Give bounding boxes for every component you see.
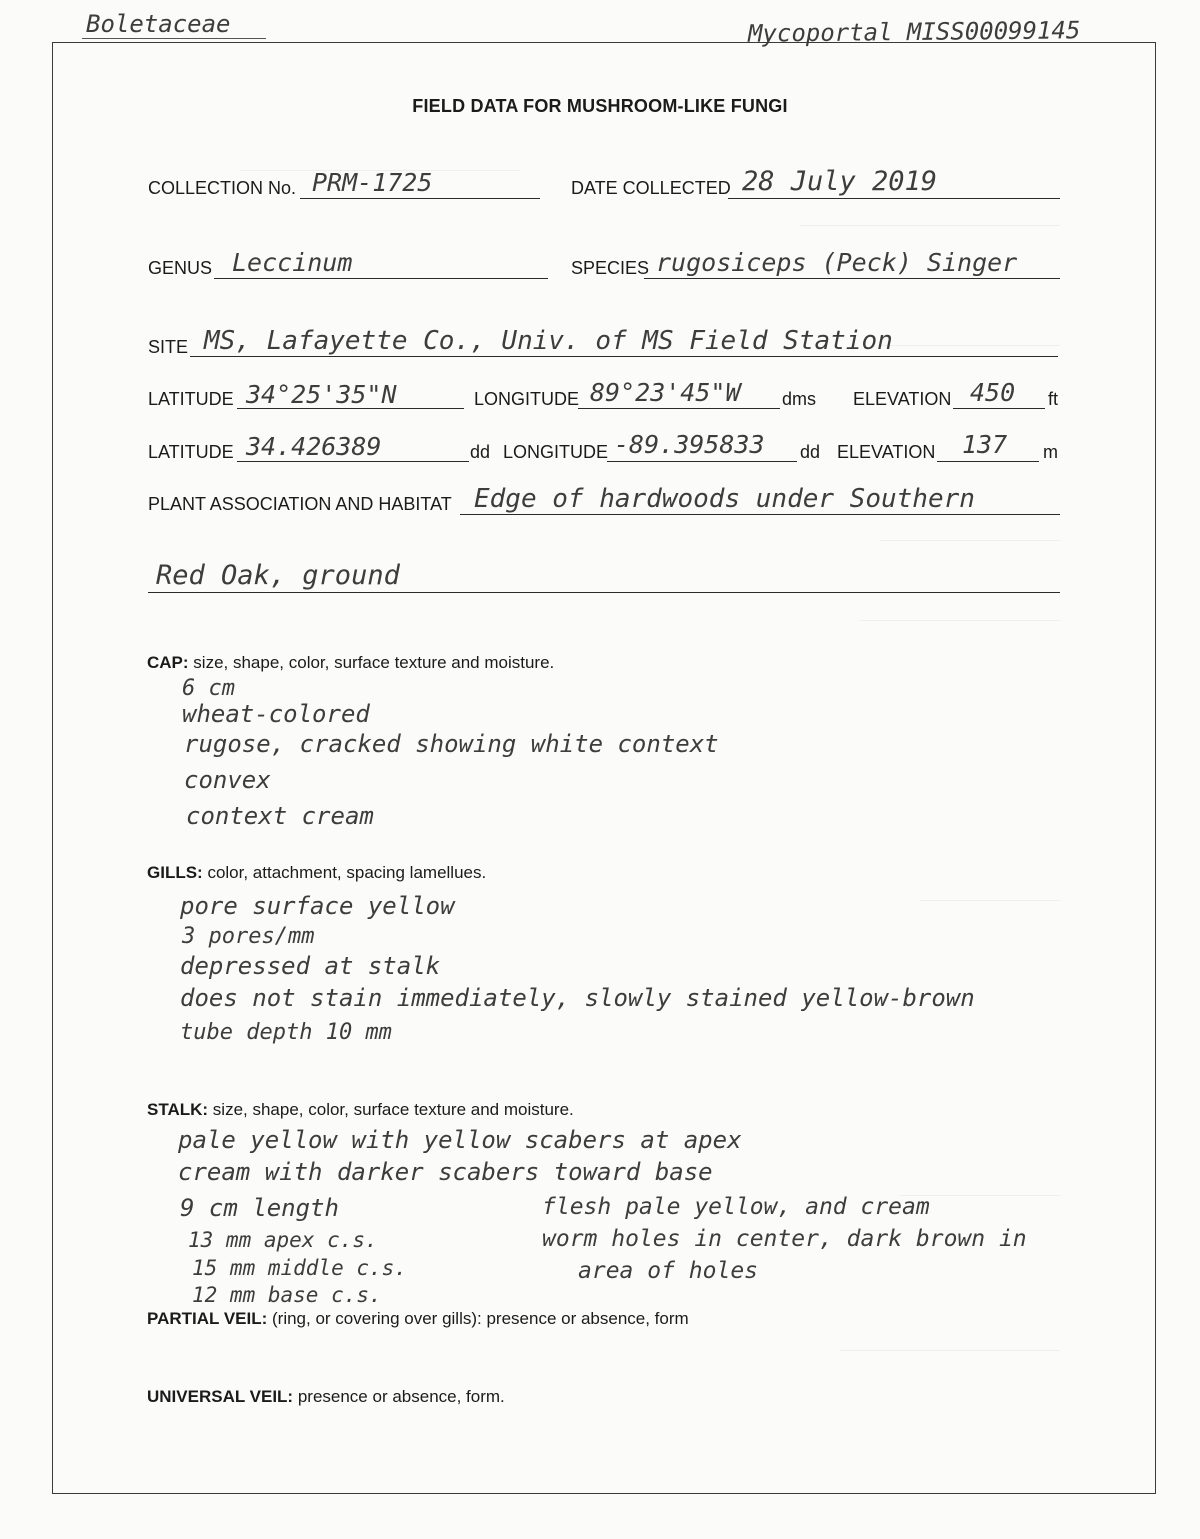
date-label: DATE COLLECTED [571,178,731,198]
habitat-label: PLANT ASSOCIATION AND HABITAT [148,494,452,514]
cap-note: 6 cm [182,676,235,701]
family-underline [82,38,266,39]
gills-heading [147,863,486,883]
bleed-through-line [860,620,1060,621]
elevation-m-value: 137 [962,430,1008,459]
elevation-m-line [937,461,1039,462]
cap-note: convex [184,766,271,794]
bleed-through-line [880,345,1060,346]
bleed-through-line [840,1350,1060,1351]
gills-note: does not stain immediately, slowly stained yellow-brown [180,984,975,1012]
stalk-note: 15 mm middle c.s. [192,1256,407,1280]
gills-note: pore surface yellow [180,892,455,920]
site-value: MS, Lafayette Co., Univ. of MS Field Station [204,326,893,356]
m-unit: m [1043,442,1058,462]
latitude-dd-value: 34.426389 [246,432,382,461]
cap-label: CAP: [147,653,189,672]
cap-note: context cream [186,802,374,830]
gills-desc: color, attachment, spacing lamellues. [207,863,487,882]
stalk-desc: size, shape, color, surface texture and moisture. [212,1100,574,1119]
cap-heading [147,653,554,673]
date-line [728,198,1060,199]
elevation-ft-label: ELEVATION [853,389,952,409]
collection-label: COLLECTION No. [148,178,297,198]
stalk-label: STALK: [147,1100,209,1119]
habitat-line-2 [148,592,1060,593]
catalog-annotation: Mycoportal MISS00099145 [747,16,1081,48]
stalk-note: 13 mm apex c.s. [188,1228,378,1252]
bleed-through-line [880,540,1060,541]
site-line [190,356,1058,357]
family-annotation: Boletaceae [86,10,231,38]
gills-note: 3 pores/mm [182,924,315,949]
latitude-dd-label: LATITUDE [148,442,234,462]
universal-veil-desc: presence or absence, form. [297,1387,505,1406]
gills-note: depressed at stalk [180,952,441,980]
site-label: SITE [148,337,189,357]
stalk-heading [147,1100,574,1120]
habitat-value-2: Red Oak, ground [156,560,400,591]
collection-line [300,198,540,199]
stalk-side-note: worm holes in center, dark brown in [542,1226,1027,1252]
stalk-side-note: flesh pale yellow, and cream [542,1194,930,1220]
habitat-value-1: Edge of hardwoods under Southern [474,484,975,514]
elevation-ft-line [953,408,1045,409]
stalk-note: pale yellow with yellow scabers at apex [178,1126,742,1154]
elevation-m-label: ELEVATION [837,442,936,462]
stalk-note: 9 cm length [180,1194,339,1222]
partial-veil-label: PARTIAL VEIL: [147,1309,268,1328]
longitude-dms-line [578,408,780,409]
gills-label: GILLS: [147,863,203,882]
cap-note: wheat-colored [182,700,370,728]
cap-desc: size, shape, color, surface texture and moisture. [193,653,555,672]
species-value: rugosiceps (Peck) Singer [656,248,1018,277]
universal-veil-label: UNIVERSAL VEIL: [147,1387,294,1406]
ft-unit: ft [1048,389,1059,409]
habitat-line-1 [460,514,1060,515]
latitude-dms-label: LATITUDE [148,389,234,409]
bleed-through-line [920,900,1060,901]
species-line [644,278,1060,279]
longitude-dd-label: LONGITUDE [503,442,609,462]
latitude-dms-value: 34°25'35"N [246,380,397,409]
collection-value: PRM-1725 [312,168,433,197]
dd-unit-lat: dd [470,442,491,462]
genus-value: Leccinum [232,248,353,277]
stalk-note: cream with darker scabers toward base [178,1158,713,1186]
date-value: 28 July 2019 [742,166,938,197]
bleed-through-line [800,225,1060,226]
stalk-note: 12 mm base c.s. [192,1283,382,1307]
partial-veil-heading [147,1309,689,1329]
form-title: FIELD DATA FOR MUSHROOM-LIKE FUNGI [412,96,788,116]
dd-unit-lon: dd [800,442,821,462]
gills-note: tube depth 10 mm [180,1020,392,1045]
latitude-dd-line [237,461,469,462]
species-label: SPECIES [571,258,650,278]
elevation-ft-value: 450 [970,378,1016,407]
stalk-side-note: area of holes [578,1258,759,1284]
genus-line [214,278,548,279]
genus-label: GENUS [148,258,213,278]
partial-veil-desc: (ring, or covering over gills): presence or absence, form [272,1309,689,1328]
longitude-dd-line [607,461,797,462]
longitude-dms-value: 89°23'45"W [590,378,741,407]
longitude-dms-label: LONGITUDE [474,389,580,409]
universal-veil-heading [147,1387,505,1407]
longitude-dd-value: -89.395833 [614,430,765,459]
dms-unit: dms [782,389,817,409]
cap-note: rugose, cracked showing white context [184,730,719,758]
